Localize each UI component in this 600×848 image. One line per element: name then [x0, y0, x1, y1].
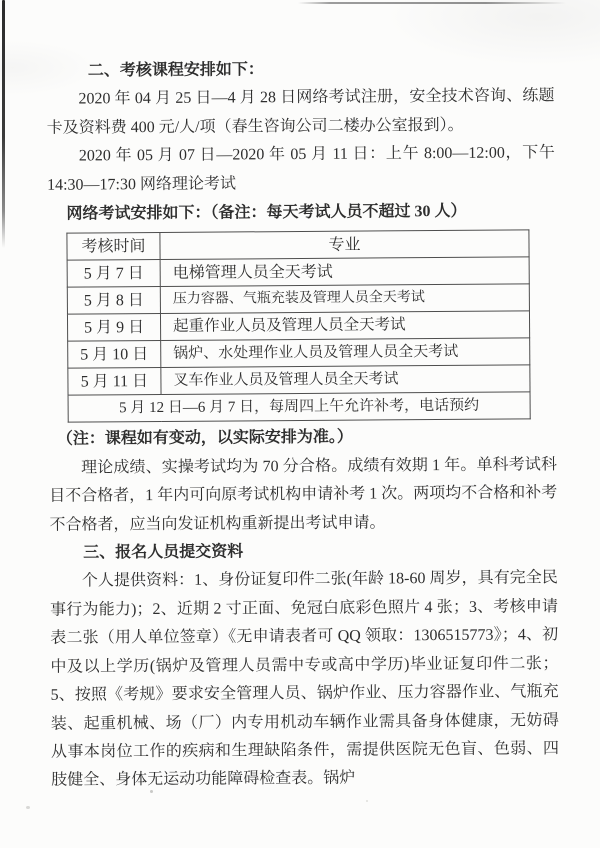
section-2-paragraph-2: 2020 年 05 月 07 日—2020 年 05 月 11 日：上午 8:00—12:00，下午 14:30—17:30 网络理论考试	[47, 144, 555, 194]
exam-major-cell: 压力容器、气瓶充装及管理人员全天考试	[160, 284, 529, 314]
table-row	[67, 311, 529, 341]
section-3-heading: 三、报名人员提交资料	[83, 543, 244, 562]
table-row	[67, 257, 529, 287]
exam-schedule-table	[66, 230, 530, 423]
table-row	[67, 284, 529, 314]
makeup-exam-note-cell: 5 月 12 日—6 月 7 日，每周四上午允许补考，电话预约	[68, 392, 530, 422]
schedule-heading: 网络考试安排如下：（备注：每天考试人员不超过 30 人）	[66, 202, 467, 223]
exam-date-cell: 5 月 11 日	[68, 368, 161, 396]
scan-speckle	[26, 806, 30, 809]
column-header-major: 专业	[160, 230, 529, 260]
course-change-note: （注：课程如有变动，以实际安排为准。）	[56, 429, 353, 449]
score-rules-paragraph: 理论成绩、实操考试均为 70 分合格。成绩有效期 1 年。单科考试科目不合格者，1 年内可向原考试机构申请补考 1 次。两项均不合格和补考不合格者，应当向发证机构重新提出考试申请。	[49, 456, 558, 534]
exam-major-cell: 电梯管理人员全天考试	[160, 257, 529, 287]
exam-major-cell: 起重作业人员及管理人员全天考试	[160, 311, 529, 341]
section-2-heading: 二、考核课程安排如下：	[87, 61, 264, 80]
exam-date-cell: 5 月 8 日	[67, 287, 160, 315]
table-row	[68, 338, 530, 368]
exam-major-cell: 锅炉、水处理作业人员及管理人员全天考试	[161, 338, 530, 368]
table-row	[68, 365, 530, 395]
exam-major-cell: 叉车作业人员及管理人员全天考试	[161, 365, 530, 395]
section-3-paragraph: 个人提供资料：1、身份证复印件二张(年龄 18-60 周岁，具有完全民事行为能力)；2、近期 2 寸正面、免冠白底彩色照片 4 张；3、考核申请表二张（用人单位签章）《无申请表者可 QQ 领取：1306515773》；4、初中及以上学历(锅炉及管理人员需中专或高中学历)毕业证复印件二张；5、按照《考规》要求安全管理人员、锅炉作业、压力容器作业、气瓶充装、起重机械、场（厂）内专用机动车辆作业需具备身体健康，无妨碍从事本岗位工作的疾病和生理缺陷条件，需提供医院无色盲、色弱、四肢健全、身体无运动功能障碍检查表。锅炉	[49, 569, 560, 790]
table-footer-row	[68, 392, 530, 422]
section-2-paragraph-1: 2020 年 04 月 25 日—4 月 28 日网络考试注册，安全技术咨询、练题卡及资料费 400 元/人/项（春生咨询公司二楼办公室报到）。	[46, 87, 555, 137]
scan-speckle	[366, 800, 368, 802]
exam-date-cell: 5 月 10 日	[68, 341, 161, 369]
column-header-date: 考核时间	[67, 233, 160, 261]
exam-date-cell: 5 月 7 日	[67, 260, 160, 288]
exam-date-cell: 5 月 9 日	[67, 314, 160, 342]
table-header-row	[67, 230, 529, 260]
